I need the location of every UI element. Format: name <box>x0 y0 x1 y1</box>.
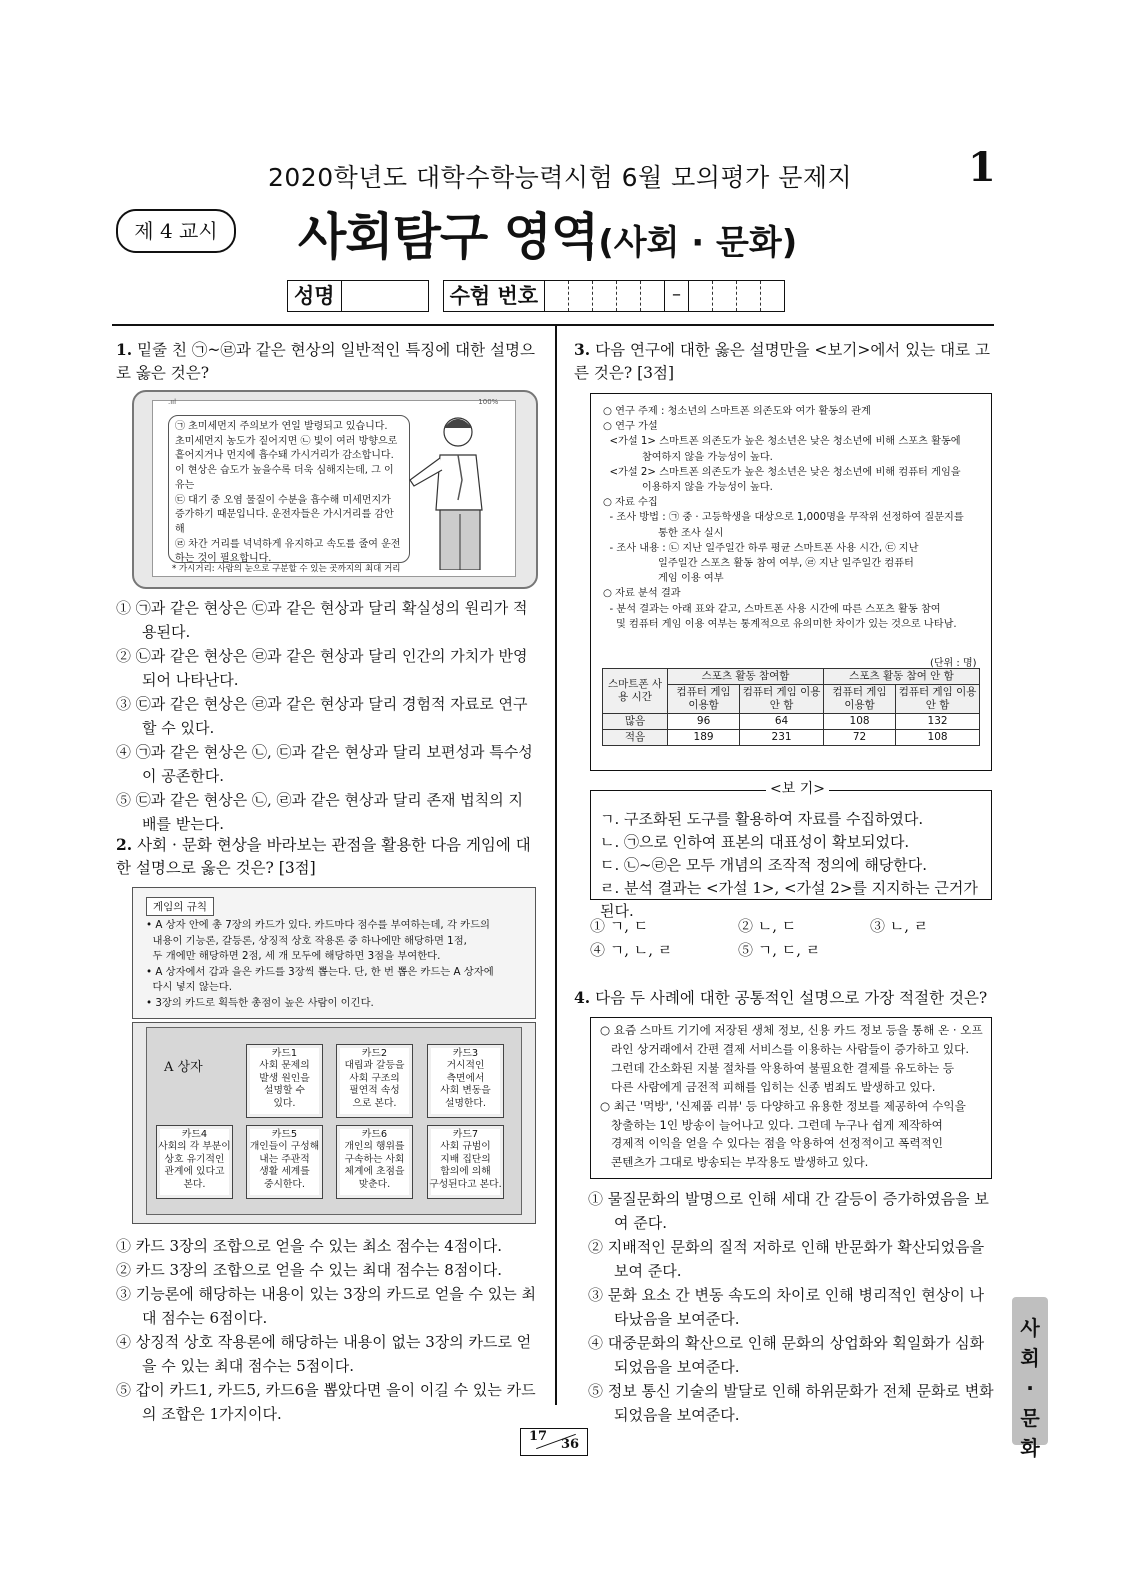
research-line: ○ 연구 가설 <box>603 421 658 433</box>
choice-1[interactable]: ① 카드 3장의 조합으로 얻을 수 있는 최소 점수는 4점이다. <box>116 1237 503 1255</box>
card-title: 카드4 <box>181 1129 208 1140</box>
name-label: 성명 <box>287 280 342 312</box>
current-page: 17 <box>529 1429 548 1444</box>
table-row-header: 스마트폰 사용 시간 <box>603 669 668 714</box>
choice-5[interactable]: ⑤ 정보 통신 기술의 발달로 인해 하위문화가 전체 문화로 변화되었음을 보여준다. <box>588 1382 994 1424</box>
card-line: 지배 집단의 <box>440 1153 491 1165</box>
card-line: 사회 규범이 <box>440 1141 491 1153</box>
card-line: 상호 유기적인 <box>164 1153 225 1165</box>
choice-5[interactable]: ⑤ 갑이 카드1, 카드5, 카드6을 뽑았다면 을이 이길 수 있는 카드의 조합은 1가지이다. <box>116 1381 536 1423</box>
card-line: 설명할 수 <box>264 1085 305 1097</box>
name-field[interactable] <box>342 280 429 312</box>
question-4-stem <box>574 986 994 1010</box>
research-line: ○ 연구 주제 : 청소년의 스마트폰 의존도와 여가 활동의 관계 <box>603 406 871 417</box>
table-row <box>603 730 980 746</box>
speech-line: ㉢ 대기 중 오염 물질이 수분을 흡수해 미세먼지가 <box>175 494 391 506</box>
case-line: ○ 최근 '먹방', '신제품 리뷰' 등 다양하고 유용한 정보를 제공하여 수익을 <box>600 1098 966 1113</box>
question-4-text: 다음 두 사례에 대한 공통적인 설명으로 가장 적절한 것은? <box>595 989 988 1007</box>
table-unit: (단위 : 명) <box>930 658 977 669</box>
question-4-choices <box>588 1187 994 1427</box>
question-1-choices <box>116 596 536 836</box>
announcer-figure <box>400 410 510 570</box>
card-line: 합의에 의해 <box>440 1166 491 1178</box>
column-divider <box>555 325 557 1405</box>
question-1-text: 밑줄 친 ㉠~㉣과 같은 현상의 일반적인 특징에 대한 설명으로 옳은 것은? <box>116 341 535 382</box>
question-2-stem <box>116 833 536 880</box>
table-cell: 108 <box>823 714 895 730</box>
period-badge: 제 4 교시 <box>116 209 236 253</box>
choice-1[interactable]: ① 물질문화의 발명으로 인해 세대 간 갈등이 증가하였음을 보여 준다. <box>588 1190 989 1232</box>
card-6 <box>336 1125 413 1199</box>
rule-line: • 3장의 카드로 획득한 총점이 높은 사람이 이긴다. <box>146 996 374 1009</box>
research-line: ○ 자료 수집 <box>603 497 658 509</box>
choice-2[interactable]: ② ㉡과 같은 현상은 ㉣과 같은 현상과 달리 인간의 가치가 반영되어 나타난다. <box>116 647 528 689</box>
research-line: 참여하지 않을 가능성이 높다. <box>603 451 773 463</box>
research-line: 및 컴퓨터 게임 이용 여부는 통계적으로 유의미한 차이가 있는 것으로 나타남. <box>603 618 957 630</box>
table-cell: 189 <box>668 730 740 746</box>
table-cell: 72 <box>823 730 895 746</box>
case-line: 라인 상거래에서 간편 결제 서비스를 이용하는 사람들이 증가하고 있다. <box>600 1041 970 1056</box>
table-cell: 132 <box>896 714 980 730</box>
speech-bubble <box>168 415 410 563</box>
card-box-label: A 상자 <box>164 1060 203 1075</box>
research-line: 이용하지 않을 가능성이 높다. <box>603 482 773 494</box>
speech-line: 하는 것이 필요합니다. <box>175 553 272 565</box>
candidate-info-row <box>287 280 785 312</box>
card-line: 거시적인 <box>446 1060 485 1072</box>
table-cell: 96 <box>668 714 740 730</box>
speech-line: 흩어지거나 먼지에 흡수돼 가시거리가 감소합니다. <box>175 450 394 462</box>
exam-number-field[interactable]: – <box>545 280 785 312</box>
table-sub-header: 컴퓨터 게임 이용함 <box>668 685 740 714</box>
choice-4[interactable]: ④ 상징적 상호 작용론에 해당하는 내용이 없는 3장의 카드로 얻을 수 있는 최대 점수는 5점이다. <box>116 1333 532 1375</box>
subject-main: 사회탐구 영역 <box>298 208 599 266</box>
table-cell: 많음 <box>603 714 668 730</box>
bogi-text <box>600 808 990 923</box>
card-title: 카드6 <box>361 1129 388 1140</box>
research-line: 일주일간 스포츠 활동 참여 여부, ㉣ 지난 일주일간 컴퓨터 <box>603 558 914 570</box>
card-line: 구성된다고 본다. <box>429 1178 502 1190</box>
table-cell: 64 <box>740 714 824 730</box>
exam-number-label: 수험 번호 <box>443 280 545 312</box>
research-line: 통한 조사 실시 <box>603 527 724 539</box>
question-1-stem <box>116 338 536 385</box>
card-line: 필연적 속성 <box>349 1085 400 1097</box>
choice-4[interactable]: ④ ㉠과 같은 현상은 ㉡, ㉢과 같은 현상과 달리 보편성과 특수성이 공존한다. <box>116 743 533 785</box>
question-2-choices <box>116 1234 536 1426</box>
rule-line: 내용이 기능론, 갈등론, 상징적 상호 작용론 중 하나에만 해당하면 1점, <box>146 934 467 947</box>
table-cell: 적음 <box>603 730 668 746</box>
choice-3[interactable]: ③ 기능론에 해당하는 내용이 있는 3장의 카드로 얻을 수 있는 최대 점수는 6점이다. <box>116 1285 536 1327</box>
card-1 <box>246 1044 323 1118</box>
subject-title <box>298 197 797 269</box>
choice-1[interactable]: ① ㉠과 같은 현상은 ㉢과 같은 현상과 달리 확실성의 원리가 적용된다. <box>116 599 528 641</box>
case-line: 콘텐츠가 그대로 방송되는 부작용도 발생하고 있다. <box>600 1155 869 1170</box>
table-row <box>603 714 980 730</box>
speech-line: 초미세먼지 농도가 짙어지면 ㉡ 빛이 여러 방향으로 <box>175 435 398 447</box>
question-3-text: 다음 연구에 대한 옳은 설명만을 <보기>에서 있는 대로 고른 것은? [3점] <box>574 341 990 382</box>
question-3-choices <box>590 914 928 962</box>
status-bar: .ııl 100% <box>168 398 499 406</box>
question-3-number: 3. <box>574 340 591 359</box>
bogi-item: ㄹ. 분석 결과는 <가설 1>, <가설 2>를 지지하는 근거가 된다. <box>600 879 978 920</box>
speech-line: 증가하기 때문입니다. 운전자들은 가시거리를 감안해 <box>175 509 394 535</box>
table-group-header: 스포츠 활동 참여 안 함 <box>823 669 979 685</box>
card-line: 중시한다. <box>264 1178 305 1190</box>
research-line: - 조사 방법 : ㉠ 중 · 고등학생을 대상으로 1,000명을 무작위 선정하여 질문지를 <box>603 512 964 524</box>
case-text <box>600 1021 986 1172</box>
question-2-text: 사회 · 문화 현상을 바라보는 관점을 활용한 다음 게임에 대한 설명으로 옳은 것은? [3점] <box>116 836 531 877</box>
rule-line: • A 상자에서 갑과 을은 카드를 3장씩 뽑는다. 단, 한 번 뽑은 카드는 A 상자에 <box>146 965 494 978</box>
header-rule <box>112 324 994 326</box>
result-table <box>602 668 980 746</box>
bogi-item: ㄴ. ㉠으로 인하여 표본의 대표성이 확보되었다. <box>600 833 910 851</box>
subject-side-tab <box>1012 1297 1048 1460</box>
table-cell: 231 <box>740 730 824 746</box>
rule-line: 다시 넣지 않는다. <box>146 981 232 994</box>
page-number: 1 <box>968 144 996 191</box>
battery-text: 100% <box>478 398 499 406</box>
speech-line: ㉣ 차간 거리를 넉넉하게 유지하고 속도를 줄여 운전 <box>175 538 401 550</box>
card-line: 생활 세계를 <box>259 1166 310 1178</box>
choice-5[interactable]: ⑤ ㉢과 같은 현상은 ㉡, ㉣과 같은 현상과 달리 존재 법칙의 지배를 받는다. <box>116 791 524 833</box>
choice-2[interactable]: ② 지배적인 문화의 질적 저하로 인해 반문화가 확산되었음을 보여 준다. <box>588 1238 985 1280</box>
card-title: 카드1 <box>271 1048 298 1059</box>
card-title: 카드7 <box>452 1129 479 1140</box>
card-title: 카드3 <box>452 1048 479 1059</box>
side-tab-label: 사회·문화 <box>1020 1316 1040 1460</box>
choice-5[interactable]: ⑤ ㄱ, ㄷ, ㄹ <box>738 941 821 959</box>
case-line: ○ 요즘 스마트 기기에 저장된 생체 정보, 신용 카드 정보 등을 통해 온 · 오프 <box>600 1023 983 1037</box>
card-line: 사회 구조의 <box>349 1072 400 1084</box>
table-sub-header: 컴퓨터 게임 이용함 <box>823 685 895 714</box>
card-line: 구속하는 사회 <box>344 1153 405 1165</box>
card-2 <box>336 1044 413 1118</box>
card-5 <box>246 1125 323 1199</box>
choice-4[interactable]: ④ ㄱ, ㄴ, ㄹ <box>590 941 673 959</box>
choice-1[interactable]: ① ㄱ, ㄷ <box>590 917 649 935</box>
table-cell: 108 <box>896 730 980 746</box>
card-title: 카드2 <box>361 1048 388 1059</box>
card-line: 측면에서 <box>446 1072 485 1084</box>
bogi-item: ㄱ. 구조화된 도구를 활용하여 자료를 수집하였다. <box>600 810 924 828</box>
case-line: 경제적 이익을 얻을 수 있다는 점을 악용하여 선정적이고 폭력적인 <box>600 1136 943 1151</box>
card-line: 발생 원인을 <box>259 1072 310 1084</box>
question-4-number: 4. <box>574 988 591 1007</box>
question-2-number: 2. <box>116 835 133 854</box>
card-line: 관계에 있다고 <box>164 1166 225 1178</box>
game-rules-text <box>146 918 524 1012</box>
question-1-number: 1. <box>116 340 133 359</box>
case-line: 다른 사람에게 금전적 피해를 입히는 신종 범죄도 발생하고 있다. <box>600 1079 936 1094</box>
choice-4[interactable]: ④ 대중문화의 확산으로 인해 문화의 상업화와 획일화가 심화되었음을 보여준다. <box>588 1334 985 1376</box>
choice-3[interactable]: ③ 문화 요소 간 변동 속도의 차이로 인해 병리적인 현상이 나타났음을 보여준다. <box>588 1286 984 1328</box>
footnote: * 가시거리: 사람의 눈으로 구분할 수 있는 곳까지의 최대 거리 <box>172 564 401 574</box>
card-title: 카드5 <box>271 1129 298 1140</box>
table-sub-header: 컴퓨터 게임 이용 안 함 <box>896 685 980 714</box>
choice-3[interactable]: ③ ㉢과 같은 현상은 ㉣과 같은 현상과 달리 경험적 자료로 연구할 수 있다. <box>116 695 528 737</box>
page-indicator <box>520 1428 588 1456</box>
card-line: 개인들이 구성해 <box>249 1141 320 1153</box>
speech-line: ㉠ 초미세먼지 주의보가 연일 발령되고 있습니다. <box>175 421 388 432</box>
speech-line: 이 현상은 습도가 높을수록 더욱 심해지는데, 그 이유는 <box>175 465 394 491</box>
research-line: 게임 이용 여부 <box>603 573 724 585</box>
card-7 <box>427 1125 504 1199</box>
card-line: 설명한다. <box>445 1097 486 1109</box>
card-line: 대립과 갈등을 <box>344 1060 405 1072</box>
total-pages: 36 <box>561 1437 580 1452</box>
choice-2[interactable]: ② 카드 3장의 조합으로 얻을 수 있는 최대 점수는 8점이다. <box>116 1261 503 1279</box>
card-line: 사회의 각 부분이 <box>158 1141 231 1153</box>
case-line: 창출하는 1인 방송이 늘어나고 있다. 그런데 누구나 쉽게 제작하여 <box>600 1117 943 1132</box>
research-line: <가설 1> 스마트폰 의존도가 높은 청소년은 낮은 청소년에 비해 스포츠 활동에 <box>603 436 961 448</box>
bogi-item: ㄷ. ㉡~㉣은 모두 개념의 조작적 정의에 해당한다. <box>600 856 928 874</box>
card-line: 본다. <box>183 1178 206 1190</box>
card-line: 맞춘다. <box>358 1178 391 1190</box>
card-line: 사회 변동을 <box>440 1085 491 1097</box>
card-line: 있다. <box>273 1097 296 1109</box>
research-line: - 분석 결과는 아래 표와 같고, 스마트폰 사용 시간에 따른 스포츠 활동 참여 <box>603 603 941 615</box>
card-4 <box>156 1125 233 1199</box>
table-group-header: 스포츠 활동 참여함 <box>668 669 824 685</box>
subject-sub: (사회 · 문화) <box>598 223 798 263</box>
card-line: 개인의 행위를 <box>344 1141 405 1153</box>
research-text <box>603 404 987 632</box>
rule-line: 두 개에만 해당하면 2점, 세 개 모두에 해당하면 3점을 부여한다. <box>146 950 441 963</box>
card-line: 으로 본다. <box>352 1097 397 1109</box>
choice-3[interactable]: ③ ㄴ, ㄹ <box>870 917 929 935</box>
research-line: <가설 2> 스마트폰 의존도가 높은 청소년은 낮은 청소년에 비해 컴퓨터 게임을 <box>603 466 961 478</box>
table-sub-header: 컴퓨터 게임 이용 안 함 <box>740 685 824 714</box>
card-line: 체계에 초점을 <box>344 1166 405 1178</box>
question-3-stem <box>574 338 994 385</box>
research-line: ○ 자료 분석 결과 <box>603 588 681 600</box>
research-line: - 조사 내용 : ㉡ 지난 일주일간 하루 평균 스마트폰 사용 시간, ㉢ 지난 <box>603 542 919 554</box>
choice-2[interactable]: ② ㄴ, ㄷ <box>738 917 797 935</box>
card-line: 사회 문제의 <box>259 1060 310 1072</box>
game-rules-tab: 게임의 규칙 <box>146 897 214 916</box>
card-line: 내는 주관적 <box>259 1153 310 1165</box>
exam-title: 2020학년도 대학수학능력시험 6월 모의평가 문제지 <box>268 163 853 192</box>
case-line: 그런데 간소화된 지불 절차를 악용하여 불필요한 결제를 유도하는 등 <box>600 1060 955 1075</box>
bogi-title: <보 기> <box>766 778 829 798</box>
rule-line: • A 상자 안에 총 7장의 카드가 있다. 카드마다 점수를 부여하는데, 각 카드의 <box>146 919 491 931</box>
card-3 <box>427 1044 504 1118</box>
